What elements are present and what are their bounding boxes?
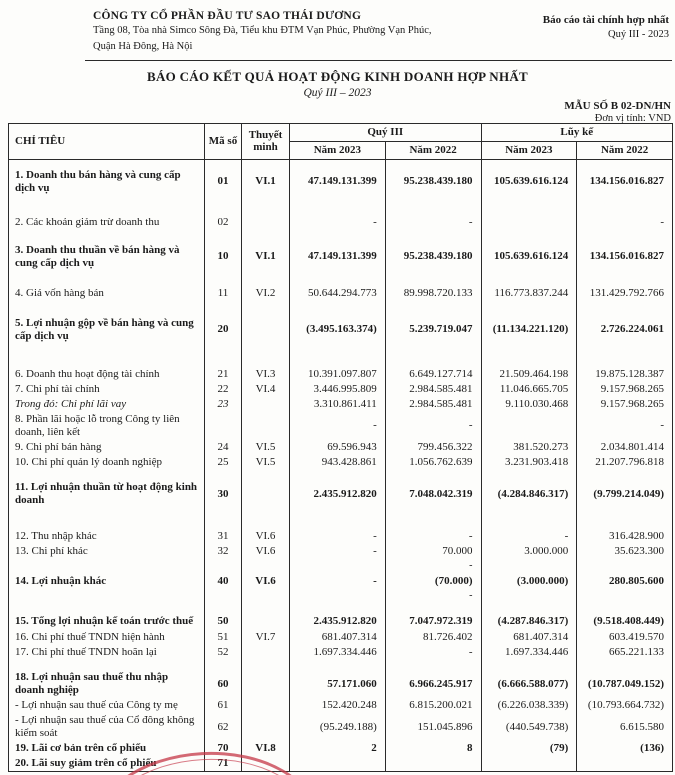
cell-quy3-nam-2022: 799.456.322 xyxy=(385,440,481,455)
row-code-ma-so: 50 xyxy=(205,608,242,630)
row-code-ma-so: 02 xyxy=(205,204,242,235)
cell-quy3-nam-2023: 69.596.943 xyxy=(290,440,386,455)
column-header-lk-nam-2023: Năm 2023 xyxy=(481,141,577,159)
row-note-thuyet-minh: VI.5 xyxy=(242,440,290,455)
cell-quy3-nam-2022: 2.984.585.481 xyxy=(385,382,481,397)
cell-luyke-nam-2023: 21.509.464.198 xyxy=(481,355,577,382)
cell-quy3-nam-2022: - xyxy=(385,590,481,608)
cell-luyke-nam-2023: (11.134.221.120) xyxy=(481,305,577,355)
cell-quy3-nam-2023: 2.435.912.820 xyxy=(290,469,386,519)
row-note-thuyet-minh: VI.2 xyxy=(242,280,290,305)
cell-luyke-nam-2022 xyxy=(577,559,673,573)
cell-luyke-nam-2022: 2.726.224.061 xyxy=(577,305,673,355)
row-note-thuyet-minh: VI.8 xyxy=(242,741,290,756)
table-row xyxy=(9,713,673,741)
row-label xyxy=(9,590,205,608)
row-note-thuyet-minh: VI.1 xyxy=(242,235,290,280)
table-row xyxy=(9,235,673,280)
cell-quy3-nam-2022: 7.047.972.319 xyxy=(385,608,481,630)
spacer-row xyxy=(9,590,673,608)
row-note-thuyet-minh: VI.1 xyxy=(242,159,290,203)
cell-luyke-nam-2023 xyxy=(481,590,577,608)
table-row xyxy=(9,204,673,235)
cell-quy3-nam-2022: 2.984.585.481 xyxy=(385,397,481,412)
cell-luyke-nam-2022: 9.157.968.265 xyxy=(577,397,673,412)
row-label: 10. Chi phí quản lý doanh nghiệp xyxy=(9,455,205,470)
report-type: Báo cáo tài chính hợp nhất xyxy=(542,14,669,26)
cell-quy3-nam-2022: 89.998.720.133 xyxy=(385,280,481,305)
cell-quy3-nam-2022: 151.045.896 xyxy=(385,713,481,741)
row-code-ma-so: 61 xyxy=(205,698,242,713)
row-code-ma-so xyxy=(205,559,242,573)
cell-quy3-nam-2023 xyxy=(290,559,386,573)
cell-quy3-nam-2022: 6.815.200.021 xyxy=(385,698,481,713)
cell-quy3-nam-2022: 7.048.042.319 xyxy=(385,469,481,519)
cell-luyke-nam-2022: 2.034.801.414 xyxy=(577,440,673,455)
row-code-ma-so: 62 xyxy=(205,713,242,741)
company-address-line1: Tầng 08, Tòa nhà Simco Sông Đà, Tiểu khu ĐTM Vạn Phúc, Phường Vạn Phúc, xyxy=(93,25,432,36)
table-row xyxy=(9,544,673,559)
table-row xyxy=(9,630,673,645)
row-code-ma-so: 60 xyxy=(205,660,242,698)
column-header-chi-tieu: CHỈ TIÊU xyxy=(9,124,205,160)
cell-luyke-nam-2022: 131.429.792.766 xyxy=(577,280,673,305)
cell-luyke-nam-2023: 3.000.000 xyxy=(481,544,577,559)
column-header-q3-nam-2023: Năm 2023 xyxy=(290,141,386,159)
row-note-thuyet-minh xyxy=(242,469,290,519)
row-code-ma-so: 24 xyxy=(205,440,242,455)
row-label: - Lợi nhuận sau thuế của Cổ đông không kiểm soát xyxy=(9,713,205,741)
row-label: 18. Lợi nhuận sau thuế thu nhập doanh nghiệp xyxy=(9,660,205,698)
cell-luyke-nam-2022 xyxy=(577,756,673,771)
row-label: 4. Giá vốn hàng bán xyxy=(9,280,205,305)
cell-quy3-nam-2023: - xyxy=(290,573,386,590)
row-note-thuyet-minh xyxy=(242,713,290,741)
row-note-thuyet-minh xyxy=(242,608,290,630)
table-row xyxy=(9,645,673,660)
row-note-thuyet-minh xyxy=(242,698,290,713)
cell-quy3-nam-2023: 3.446.995.809 xyxy=(290,382,386,397)
company-name: CÔNG TY CỔ PHẦN ĐẦU TƯ SAO THÁI DƯƠNG xyxy=(93,10,362,22)
row-note-thuyet-minh xyxy=(242,412,290,440)
cell-quy3-nam-2023: - xyxy=(290,204,386,235)
row-code-ma-so: 25 xyxy=(205,455,242,470)
cell-luyke-nam-2023: (79) xyxy=(481,741,577,756)
cell-luyke-nam-2022: 134.156.016.827 xyxy=(577,235,673,280)
cell-luyke-nam-2023: (6.666.588.077) xyxy=(481,660,577,698)
row-code-ma-so: 23 xyxy=(205,397,242,412)
cell-luyke-nam-2023: 681.407.314 xyxy=(481,630,577,645)
cell-luyke-nam-2023: 381.520.273 xyxy=(481,440,577,455)
cell-luyke-nam-2023: (440.549.738) xyxy=(481,713,577,741)
row-label: Trong đó: Chi phí lãi vay xyxy=(9,397,205,412)
page-title: BÁO CÁO KẾT QUẢ HOẠT ĐỘNG KINH DOANH HỢP NHẤT xyxy=(146,69,529,85)
cell-quy3-nam-2023: 152.420.248 xyxy=(290,698,386,713)
row-label xyxy=(9,559,205,573)
row-code-ma-so: 70 xyxy=(205,741,242,756)
spacer-row xyxy=(9,559,673,573)
row-label: 15. Tổng lợi nhuận kế toán trước thuế xyxy=(9,608,205,630)
row-label: 3. Doanh thu thuần về bán hàng và cung cấp dịch vụ xyxy=(9,235,205,280)
table-row xyxy=(9,440,673,455)
company-block xyxy=(93,10,432,54)
table-row xyxy=(9,741,673,756)
cell-luyke-nam-2022: 665.221.133 xyxy=(577,645,673,660)
row-code-ma-so: 21 xyxy=(205,355,242,382)
row-label: 8. Phần lãi hoặc lỗ trong Công ty liên doanh, liên kết xyxy=(9,412,205,440)
table-row xyxy=(9,698,673,713)
row-note-thuyet-minh xyxy=(242,204,290,235)
row-note-thuyet-minh: VI.3 xyxy=(242,355,290,382)
cell-quy3-nam-2023: (95.249.188) xyxy=(290,713,386,741)
row-code-ma-so: 20 xyxy=(205,305,242,355)
cell-luyke-nam-2023 xyxy=(481,204,577,235)
report-meta xyxy=(543,10,669,40)
row-code-ma-so xyxy=(205,590,242,608)
cell-quy3-nam-2022: (70.000) xyxy=(385,573,481,590)
report-period: Quý III - 2023 xyxy=(608,29,669,40)
row-note-thuyet-minh: VI.7 xyxy=(242,630,290,645)
cell-quy3-nam-2022: 6.966.245.917 xyxy=(385,660,481,698)
row-label: 5. Lợi nhuận gộp về bán hàng và cung cấp dịch vụ xyxy=(9,305,205,355)
row-code-ma-so: 40 xyxy=(205,573,242,590)
cell-luyke-nam-2022: 21.207.796.818 xyxy=(577,455,673,470)
cell-luyke-nam-2023: (3.000.000) xyxy=(481,573,577,590)
row-label: 14. Lợi nhuận khác xyxy=(9,573,205,590)
table-row xyxy=(9,756,673,771)
cell-quy3-nam-2023: 2 xyxy=(290,741,386,756)
cell-quy3-nam-2022: - xyxy=(385,204,481,235)
cell-quy3-nam-2023 xyxy=(290,756,386,771)
cell-quy3-nam-2023: 47.149.131.399 xyxy=(290,235,386,280)
cell-quy3-nam-2022 xyxy=(385,756,481,771)
title-block xyxy=(0,69,675,99)
table-row xyxy=(9,519,673,544)
table-row xyxy=(9,397,673,412)
row-note-thuyet-minh: VI.5 xyxy=(242,455,290,470)
cell-luyke-nam-2022: (10.787.049.152) xyxy=(577,660,673,698)
row-code-ma-so: 10 xyxy=(205,235,242,280)
row-label: 7. Chi phí tài chính xyxy=(9,382,205,397)
column-header-lk-nam-2022: Năm 2022 xyxy=(577,141,673,159)
cell-quy3-nam-2022: 5.239.719.047 xyxy=(385,305,481,355)
row-note-thuyet-minh xyxy=(242,756,290,771)
cell-quy3-nam-2023: - xyxy=(290,412,386,440)
row-label: 12. Thu nhập khác xyxy=(9,519,205,544)
row-label: 11. Lợi nhuận thuần từ hoạt động kinh doanh xyxy=(9,469,205,519)
table-row xyxy=(9,455,673,470)
cell-quy3-nam-2022: - xyxy=(385,412,481,440)
cell-quy3-nam-2022: 70.000 xyxy=(385,544,481,559)
row-note-thuyet-minh xyxy=(242,559,290,573)
row-note-thuyet-minh: VI.6 xyxy=(242,544,290,559)
cell-luyke-nam-2023: 11.046.665.705 xyxy=(481,382,577,397)
row-label: 9. Chi phí bán hàng xyxy=(9,440,205,455)
income-statement-table xyxy=(8,123,673,772)
cell-luyke-nam-2023: 105.639.616.124 xyxy=(481,235,577,280)
row-note-thuyet-minh xyxy=(242,645,290,660)
cell-luyke-nam-2023: 1.697.334.446 xyxy=(481,645,577,660)
row-label: 16. Chi phí thuế TNDN hiện hành xyxy=(9,630,205,645)
cell-luyke-nam-2022: 9.157.968.265 xyxy=(577,382,673,397)
table-row xyxy=(9,305,673,355)
cell-quy3-nam-2023: 57.171.060 xyxy=(290,660,386,698)
cell-quy3-nam-2022: 95.238.439.180 xyxy=(385,159,481,203)
cell-luyke-nam-2022 xyxy=(577,590,673,608)
row-code-ma-so: 52 xyxy=(205,645,242,660)
cell-quy3-nam-2023: (3.495.163.374) xyxy=(290,305,386,355)
cell-quy3-nam-2023: - xyxy=(290,519,386,544)
cell-luyke-nam-2023 xyxy=(481,756,577,771)
page-subtitle: Quý III – 2023 xyxy=(303,87,372,100)
cell-quy3-nam-2023: 2.435.912.820 xyxy=(290,608,386,630)
row-note-thuyet-minh xyxy=(242,660,290,698)
table-row xyxy=(9,412,673,440)
cell-quy3-nam-2022: 81.726.402 xyxy=(385,630,481,645)
cell-luyke-nam-2023: 116.773.837.244 xyxy=(481,280,577,305)
row-label: 6. Doanh thu hoạt động tài chính xyxy=(9,355,205,382)
cell-luyke-nam-2023: - xyxy=(481,519,577,544)
column-header-ma-so: Mã số xyxy=(205,124,242,160)
cell-luyke-nam-2022: 316.428.900 xyxy=(577,519,673,544)
header-divider xyxy=(85,60,672,61)
cell-luyke-nam-2022: 19.875.128.387 xyxy=(577,355,673,382)
row-label: 13. Chi phí khác xyxy=(9,544,205,559)
cell-luyke-nam-2023 xyxy=(481,559,577,573)
cell-quy3-nam-2023: 3.310.861.411 xyxy=(290,397,386,412)
table-header xyxy=(9,124,673,160)
report-table-body xyxy=(9,159,673,771)
cell-luyke-nam-2022: (9.518.408.449) xyxy=(577,608,673,630)
row-label: 2. Các khoản giảm trừ doanh thu xyxy=(9,204,205,235)
cell-quy3-nam-2023 xyxy=(290,590,386,608)
row-label: 19. Lãi cơ bản trên cổ phiếu xyxy=(9,741,205,756)
column-header-q3-nam-2022: Năm 2022 xyxy=(385,141,481,159)
row-label: 17. Chi phí thuế TNDN hoãn lại xyxy=(9,645,205,660)
cell-luyke-nam-2023 xyxy=(481,412,577,440)
currency-unit-label: Đơn vị tính: VND xyxy=(594,113,671,125)
table-row xyxy=(9,660,673,698)
column-group-quy-iii: Quý III xyxy=(290,124,482,142)
table-row xyxy=(9,159,673,203)
cell-quy3-nam-2022: - xyxy=(385,559,481,573)
cell-luyke-nam-2023: (6.226.038.339) xyxy=(481,698,577,713)
cell-quy3-nam-2023: 47.149.131.399 xyxy=(290,159,386,203)
cell-quy3-nam-2022: - xyxy=(385,519,481,544)
cell-luyke-nam-2022: 280.805.600 xyxy=(577,573,673,590)
row-code-ma-so: 11 xyxy=(205,280,242,305)
table-row xyxy=(9,280,673,305)
cell-quy3-nam-2023: 10.391.097.807 xyxy=(290,355,386,382)
cell-quy3-nam-2022: 6.649.127.714 xyxy=(385,355,481,382)
cell-quy3-nam-2022: - xyxy=(385,645,481,660)
row-note-thuyet-minh: VI.4 xyxy=(242,382,290,397)
form-meta xyxy=(0,100,675,124)
cell-quy3-nam-2022: 1.056.762.639 xyxy=(385,455,481,470)
cell-luyke-nam-2023: 9.110.030.468 xyxy=(481,397,577,412)
cell-luyke-nam-2022: (9.799.214.049) xyxy=(577,469,673,519)
cell-quy3-nam-2023: 681.407.314 xyxy=(290,630,386,645)
row-code-ma-so: 51 xyxy=(205,630,242,645)
table-row xyxy=(9,382,673,397)
row-note-thuyet-minh: VI.6 xyxy=(242,573,290,590)
cell-luyke-nam-2023: 3.231.903.418 xyxy=(481,455,577,470)
row-label: - Lợi nhuận sau thuế của Công ty mẹ xyxy=(9,698,205,713)
column-group-luy-ke: Lũy kế xyxy=(481,124,673,142)
column-header-thuyet-minh: Thuyết minh xyxy=(242,124,290,160)
cell-luyke-nam-2022: 35.623.300 xyxy=(577,544,673,559)
cell-luyke-nam-2023: 105.639.616.124 xyxy=(481,159,577,203)
cell-luyke-nam-2022: 6.615.580 xyxy=(577,713,673,741)
row-code-ma-so: 01 xyxy=(205,159,242,203)
row-code-ma-so: 31 xyxy=(205,519,242,544)
row-note-thuyet-minh xyxy=(242,397,290,412)
row-code-ma-so: 30 xyxy=(205,469,242,519)
cell-quy3-nam-2023: 943.428.861 xyxy=(290,455,386,470)
row-code-ma-so: 22 xyxy=(205,382,242,397)
form-number: MẪU SỐ B 02-DN/HN xyxy=(564,100,671,113)
cell-luyke-nam-2022: - xyxy=(577,412,673,440)
table-row xyxy=(9,469,673,519)
row-code-ma-so: 71 xyxy=(205,756,242,771)
cell-quy3-nam-2023: 1.697.334.446 xyxy=(290,645,386,660)
cell-luyke-nam-2022: - xyxy=(577,204,673,235)
letterhead xyxy=(0,0,675,54)
cell-luyke-nam-2023: (4.287.846.317) xyxy=(481,608,577,630)
company-address-line2: Quận Hà Đông, Hà Nội xyxy=(93,41,193,53)
row-code-ma-so xyxy=(205,412,242,440)
cell-luyke-nam-2023: (4.284.846.317) xyxy=(481,469,577,519)
table-row xyxy=(9,355,673,382)
cell-quy3-nam-2023: 50.644.294.773 xyxy=(290,280,386,305)
cell-quy3-nam-2022: 95.238.439.180 xyxy=(385,235,481,280)
cell-quy3-nam-2022: 8 xyxy=(385,741,481,756)
cell-luyke-nam-2022: 603.419.570 xyxy=(577,630,673,645)
cell-quy3-nam-2023: - xyxy=(290,544,386,559)
row-code-ma-so: 32 xyxy=(205,544,242,559)
table-row xyxy=(9,573,673,590)
cell-luyke-nam-2022: 134.156.016.827 xyxy=(577,159,673,203)
table-row xyxy=(9,608,673,630)
row-note-thuyet-minh xyxy=(242,590,290,608)
cell-luyke-nam-2022: (136) xyxy=(577,741,673,756)
row-label: 1. Doanh thu bán hàng và cung cấp dịch vụ xyxy=(9,159,205,203)
cell-luyke-nam-2022: (10.793.664.732) xyxy=(577,698,673,713)
row-note-thuyet-minh xyxy=(242,305,290,355)
row-note-thuyet-minh: VI.6 xyxy=(242,519,290,544)
row-label: 20. Lãi suy giảm trên cổ phiếu xyxy=(9,756,205,771)
